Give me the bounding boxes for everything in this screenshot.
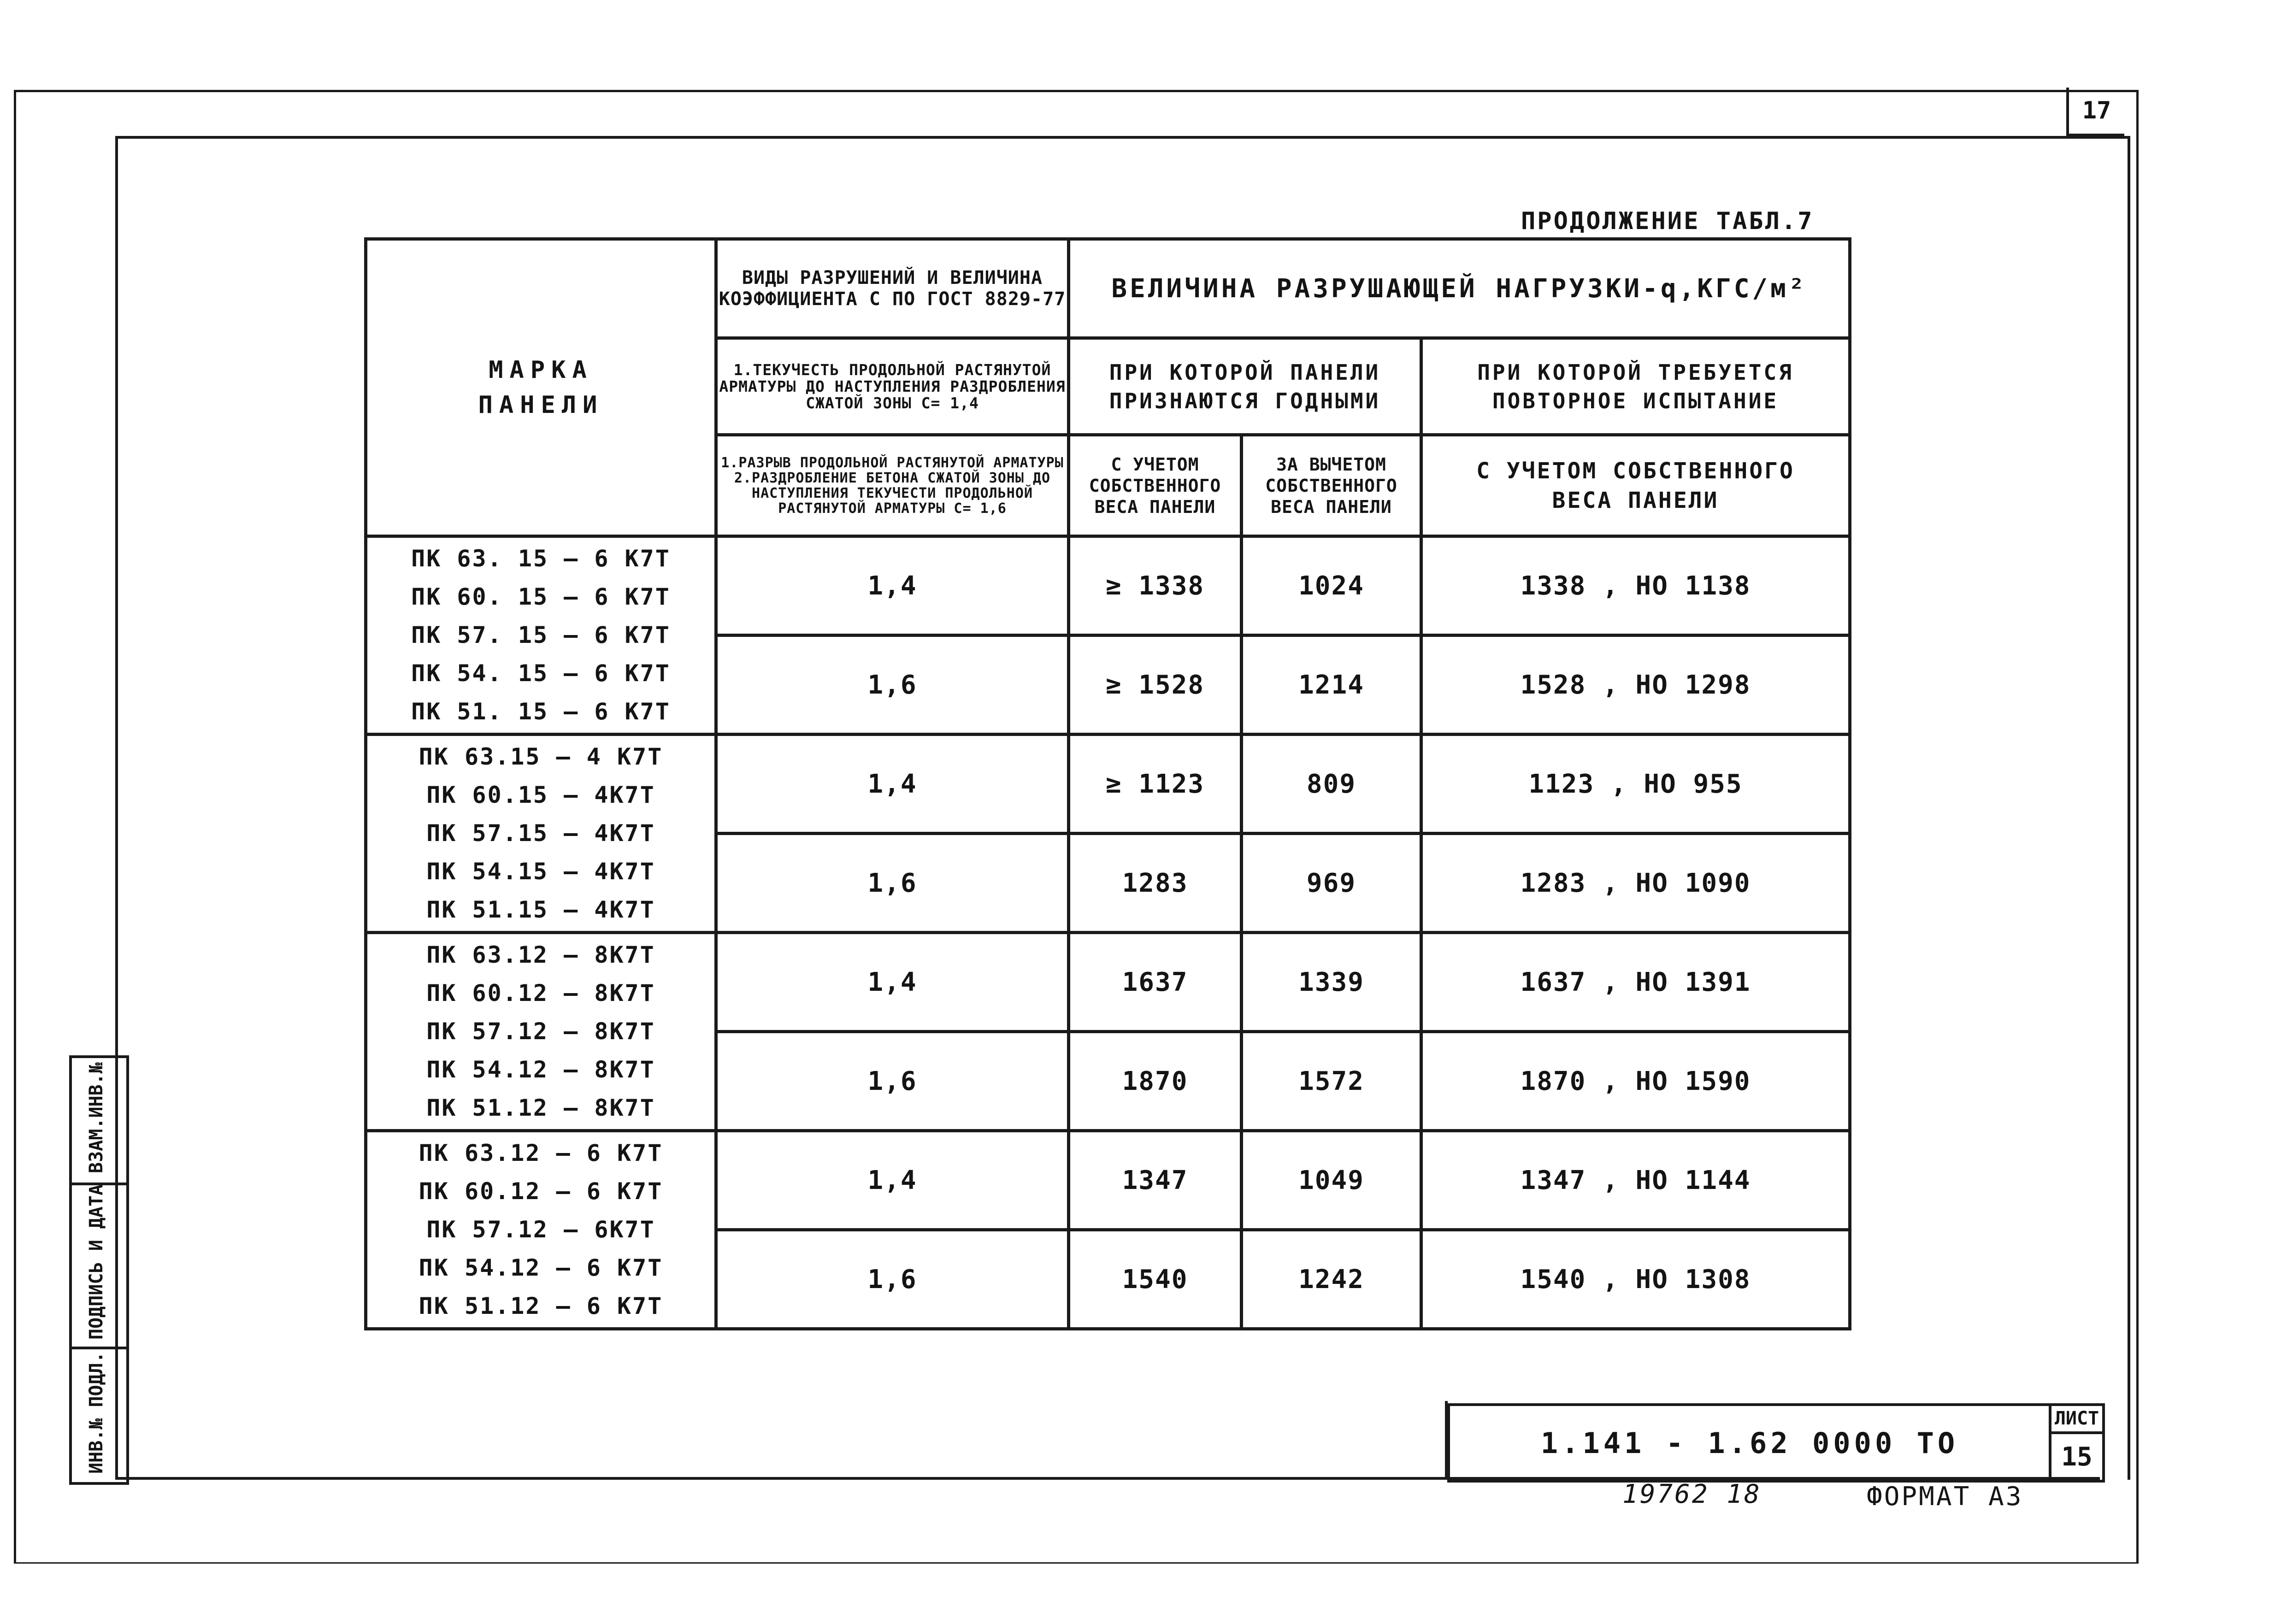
panel-mark: ПК 60. 15 — 6 К7Т bbox=[411, 583, 671, 610]
paper-format: ФОРМАТ А3 bbox=[1867, 1482, 2023, 1512]
retest-load: 1338 , НО 1138 bbox=[1421, 536, 1850, 635]
load-with-weight: ≥ 1528 bbox=[1069, 635, 1242, 735]
c-value: 1,4 bbox=[716, 1131, 1069, 1230]
load-without-weight: 1242 bbox=[1242, 1230, 1421, 1329]
side-strip bbox=[69, 1055, 129, 1485]
sheet-box bbox=[2049, 1403, 2105, 1483]
retest-load: 1870 , НО 1590 bbox=[1421, 1032, 1850, 1131]
panel-mark: ПК 60.12 — 8К7Т bbox=[426, 980, 655, 1006]
panel-mark: ПК 60.15 — 4К7Т bbox=[426, 782, 655, 808]
panel-mark: ПК 54. 15 — 6 К7Т bbox=[411, 660, 671, 687]
panel-mark: ПК 51. 15 — 6 К7Т bbox=[411, 698, 671, 725]
types-header: ВИДЫ РАЗРУШЕНИЙ И ВЕЛИЧИНА КОЭФФИЦИЕНТА С ПО ГОСТ 8829-77 bbox=[716, 239, 1069, 338]
panel-mark: ПК 63.15 — 4 К7Т bbox=[419, 743, 663, 770]
mark-title-line1: МАРКА bbox=[489, 356, 593, 384]
panel-mark: ПК 57.12 — 6К7Т bbox=[426, 1216, 655, 1243]
drawing-code: 1.141 - 1.62 0000 ТО bbox=[1447, 1403, 2049, 1483]
load-with-weight: 1347 bbox=[1069, 1131, 1242, 1230]
sheet-number: 15 bbox=[2061, 1442, 2093, 1472]
table-title: ПРОДОЛЖЕНИЕ ТАБЛ.7 bbox=[1521, 207, 1814, 235]
panel-mark: ПК 54.15 — 4К7Т bbox=[426, 858, 655, 885]
with-weight-header: С УЧЕТОМ СОБСТВЕННОГО ВЕСА ПАНЕЛИ bbox=[1069, 435, 1242, 536]
load-with-weight: 1540 bbox=[1069, 1230, 1242, 1329]
load-without-weight: 1214 bbox=[1242, 635, 1421, 735]
load-header: ВЕЛИЧИНА РАЗРУШАЮЩЕЙ НАГРУЗКИ-q,КГС/м² bbox=[1069, 239, 1850, 338]
without-weight-header: ЗА ВЫЧЕТОМ СОБСТВЕННОГО ВЕСА ПАНЕЛИ bbox=[1242, 435, 1421, 536]
side-label-inventory: ИНВ.№ ПОДЛ. bbox=[86, 1352, 107, 1474]
c-value: 1,6 bbox=[716, 1230, 1069, 1329]
accepted-header: ПРИ КОТОРОЙ ПАНЕЛИ ПРИЗНАЮТСЯ ГОДНЫМИ bbox=[1069, 338, 1421, 435]
type2-header: 1.РАЗРЫВ ПРОДОЛЬНОЙ РАСТЯНУТОЙ АРМАТУРЫ 2.РАЗДРОБЛЕНИЕ БЕТОНА СЖАТОЙ ЗОНЫ ДО НАСТУПЛЕНИЯ ТЕКУЧЕСТИ ПРОДОЛЬНОЙ РАСТЯНУТОЙ АРМАТУРЫ С= 1,6 bbox=[716, 435, 1069, 536]
panel-mark: ПК 57.12 — 8К7Т bbox=[426, 1018, 655, 1045]
retest-load: 1637 , НО 1391 bbox=[1421, 933, 1850, 1032]
top-sheet-number: 17 bbox=[2066, 88, 2124, 136]
side-cell-inventory bbox=[72, 1349, 126, 1479]
retest-load: 1283 , НО 1090 bbox=[1421, 834, 1850, 933]
retest-header: ПРИ КОТОРОЙ ТРЕБУЕТСЯ ПОВТОРНОЕ ИСПЫТАНИЕ bbox=[1421, 338, 1850, 435]
archive-number: 19762 18 bbox=[1622, 1479, 1762, 1509]
panel-mark: ПК 54.12 — 6 К7Т bbox=[419, 1254, 663, 1281]
c-value: 1,6 bbox=[716, 635, 1069, 735]
c-value: 1,4 bbox=[716, 735, 1069, 834]
mark-title-line2: ПАНЕЛИ bbox=[478, 391, 604, 419]
load-without-weight: 1024 bbox=[1242, 536, 1421, 635]
load-without-weight: 969 bbox=[1242, 834, 1421, 933]
c-value: 1,4 bbox=[716, 933, 1069, 1032]
load-table bbox=[364, 237, 1851, 1330]
retest-with-weight-header: С УЧЕТОМ СОБСТВЕННОГО ВЕСА ПАНЕЛИ bbox=[1421, 435, 1850, 536]
load-without-weight: 809 bbox=[1242, 735, 1421, 834]
retest-load: 1347 , НО 1144 bbox=[1421, 1131, 1850, 1230]
load-with-weight: ≥ 1123 bbox=[1069, 735, 1242, 834]
load-without-weight: 1339 bbox=[1242, 933, 1421, 1032]
retest-load: 1123 , НО 955 bbox=[1421, 735, 1850, 834]
panel-mark: ПК 51.12 — 6 К7Т bbox=[419, 1293, 663, 1319]
c-value: 1,4 bbox=[716, 536, 1069, 635]
type1-header: 1.ТЕКУЧЕСТЬ ПРОДОЛЬНОЙ РАСТЯНУТОЙ АРМАТУРЫ ДО НАСТУПЛЕНИЯ РАЗДРОБЛЕНИЯ СЖАТОЙ ЗОНЫ С= 1,4 bbox=[716, 338, 1069, 435]
panel-mark: ПК 63. 15 — 6 К7Т bbox=[411, 545, 671, 572]
marks-cell bbox=[366, 933, 716, 1131]
load-without-weight: 1572 bbox=[1242, 1032, 1421, 1131]
side-cell-signature bbox=[72, 1185, 126, 1349]
side-cell-replacement bbox=[72, 1058, 126, 1185]
load-without-weight: 1049 bbox=[1242, 1131, 1421, 1230]
load-with-weight: 1870 bbox=[1069, 1032, 1242, 1131]
panel-mark: ПК 54.12 — 8К7Т bbox=[426, 1056, 655, 1083]
panel-mark: ПК 51.12 — 8К7Т bbox=[426, 1094, 655, 1121]
marks-cell bbox=[366, 735, 716, 933]
retest-load: 1528 , НО 1298 bbox=[1421, 635, 1850, 735]
panel-mark: ПК 63.12 — 6 К7Т bbox=[419, 1140, 663, 1166]
load-with-weight: 1283 bbox=[1069, 834, 1242, 933]
side-label-replacement: ВЗАМ.ИНВ.№ bbox=[86, 1062, 107, 1173]
c-value: 1,6 bbox=[716, 834, 1069, 933]
panel-mark: ПК 57. 15 — 6 К7Т bbox=[411, 622, 671, 648]
panel-mark: ПК 63.12 — 8К7Т bbox=[426, 941, 655, 968]
marks-cell bbox=[366, 536, 716, 735]
side-label-signature: ПОДПИСЬ И ДАТА bbox=[86, 1184, 107, 1340]
mark-header bbox=[366, 239, 716, 536]
retest-load: 1540 , НО 1308 bbox=[1421, 1230, 1850, 1329]
panel-mark: ПК 57.15 — 4К7Т bbox=[426, 820, 655, 847]
c-value: 1,6 bbox=[716, 1032, 1069, 1131]
bottom-frame-line bbox=[118, 1477, 2100, 1480]
load-with-weight: ≥ 1338 bbox=[1069, 536, 1242, 635]
sheet-label: ЛИСТ bbox=[2051, 1406, 2102, 1434]
panel-mark: ПК 60.12 — 6 К7Т bbox=[419, 1178, 663, 1205]
load-with-weight: 1637 bbox=[1069, 933, 1242, 1032]
panel-mark: ПК 51.15 — 4К7Т bbox=[426, 896, 655, 923]
marks-cell bbox=[366, 1131, 716, 1329]
